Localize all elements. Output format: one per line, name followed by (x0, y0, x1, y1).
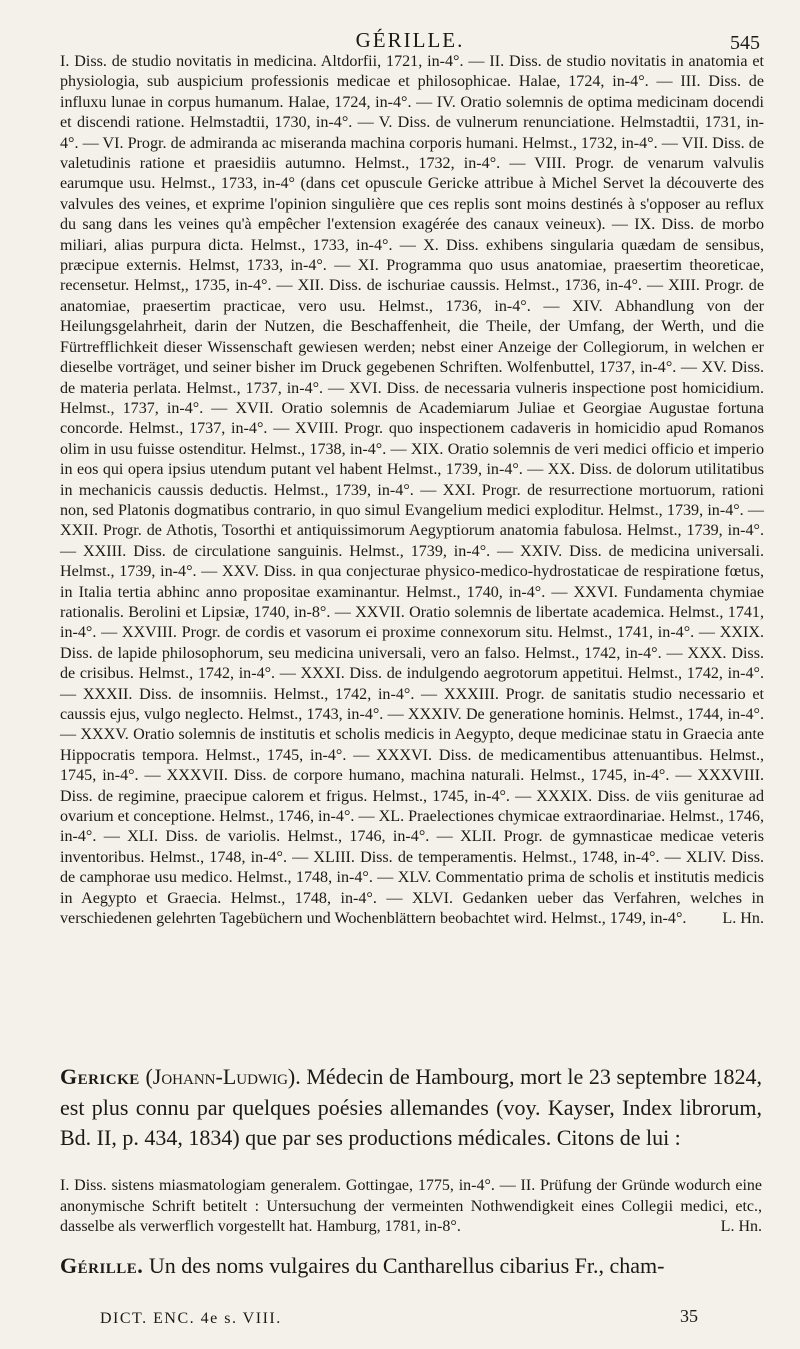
bibliography-text (60, 52, 764, 929)
page-header (60, 22, 760, 52)
entry-forename: (Johann-Ludwig). (145, 1064, 301, 1089)
bibliography-block (60, 52, 764, 929)
page-footer (100, 1306, 760, 1330)
entry-headword-gerille: Gérille. (60, 1253, 144, 1278)
entry-gerille-text: Un des noms vulgaires du Cantharellus cibarius Fr., cham- (148, 1253, 665, 1278)
bibliography-body: I. Diss. de studio novitatis in medicina. Altdorfii, 1721, in-4°. — II. Diss. de studio novitatis in anatomia et physiologia, sub auspicium professionis medicae et philosophicae. Halae, 1724, in-4°. — III. Diss. de influxu lunae in corpus humanum. Halae, 1724, in-4°. — IV. Oratio solemnis de optima medicinam docendi et discendi ratione. Helmstadtii, 1730, in-4°. — V. Diss. de vulnerum renunciatione. Helmstadtii, 1731, in-4°. — VI. Progr. de admiranda ac miseranda machina corporis humani. Helmst., 1732, in-4°. — VII. Diss. de valetudinis ratione et praesidiis autumno. Helmst., 1732, in-4°. — VIII. Progr. de venarum valvulis earumque usu. Helmst., 1733, in-4° (dans cet opuscule Gericke attribue à Michel Servet la découverte des valvules des veines, et exprime l'opinion singulière que ces replis sont moins destinés à s'opposer au reflux du sang dans les veines qu'à empêcher l'extension exagérée des canaux veineux). — IX. Diss. de morbo miliari, alias purpura dicta. Helmst., 1733, in-4°. — X. Diss. exhibens singularia quædam de sensibus, præcipue externis. Helmst, 1733, in-4°. — XI. Programma quo usus anatomiae, praesertim theoreticae, recensetur. Helmst,, 1735, in-4°. — XII. Diss. de ischuriae caussis. Helmst., 1736, in-4°. — XIII. Progr. de anatomiae, praesertim practicae, vero usu. Helmst., 1736, in-4°. — XIV. Abhandlung von der Heilungsgelahrheit, darin der Nutzen, die Beschaffenheit, die Theile, der Umfang, der Werth, und die Fürtrefflichkeit dieser Wissenschaft gewiesen werden; nebst einer Anzeige der Collegiorum, in welchen er dieselbe vorträget, und seiner bisher im Druck gegebenen Schriften. Wolfenbuttel, 1737, in-4°. — XV. Diss. de materia perlata. Helmst., 1737, in-4°. — XVI. Diss. de necessaria vulneris inspectione post homicidium. Helmst., 1737, in-4°. — XVII. Oratio solemnis de Academiarum Juliae et Georgiae Augustae fortuna concorde. Helmst., 1737, in-4°. — XVIII. Progr. quo inspectionem cadaveris in homicidio apud Romanos olim in usu fuisse ostenditur. Helmst., 1738, in-4°. — XIX. Oratio solemnis de veri medici officio et imperio in eos qui opera ipsius utendum putant vel habent Helmst., 1739, in-4°. — XX. Diss. de dolorum utilitatibus in mechanicis caussis deductis. Helmst., 1739, in-4°. — XXI. Progr. de resurrectione mortuorum, rationi non, sed Platonis dogmatibus contrario, in quo simul Evangelium medici exploditur. Helmst., 1739, in-4°. — XXII. Progr. de Athotis, Tosorthi et antiquissimorum Aegyptiorum anatomia fabulosa. Helmst., 1739, in-4°. — XXIII. Diss. de circulatione sanguinis. Helmst., 1739, in-4°. — XXIV. Diss. de medicina universali. Helmst., 1739, in-4°. — XXV. Diss. in qua conjecturae physico-medico-hydrostaticae de respiratione fœtus, in Italia tertia abhinc anno propositae examinantur. Helmst., 1740, in-4°. — XXVI. Fundamenta chymiae rationalis. Berolini et Lipsiæ, 1740, in-8°. — XXVII. Oratio solemnis de libertate academica. Helmst., 1741, in-4°. — XXVIII. Progr. de cordis et vasorum ei proxime connexorum situ. Helmst., 1741, in-4°. — XXIX. Diss. de lapide philosophorum, seu medicina universali, vero an falso. Helmst., 1742, in-4°. — XXX. Diss. de crisibus. Helmst., 1742, in-4°. — XXXI. Diss. de indulgendo aegrotorum appetitui. Helmst., 1742, in-4°. — XXXII. Diss. de insomniis. Helmst., 1742, in-4°. — XXXIII. Progr. de sanitatis studio necessario et caussis ejus, vulgo neglecto. Helmst., 1743, in-4°. — XXXIV. De generatione hominis. Helmst., 1744, in-4°. — XXXV. Oratio solemnis de institutis et scholis medicis in Aegypto, deque medicinae statu in Graecia ante Hippocratis tempora. Helmst., 1745, in-4°. — XXXVI. Diss. de medicamentibus attenuantibus. Helmst., 1745, in-4°. — XXXVII. Diss. de corpore humano, machina naturali. Helmst., 1745, in-4°. — XXXVIII. Diss. de regimine, praecipue calorem et frigus. Helmst., 1745, in-4°. — XXXIX. Diss. de viis geniturae ad ovarium et conceptione. Helmst., 1746, in-4°. — XL. Praelectiones chymicae extraordinariae. Helmst., 1746, in-4°. — XLI. Diss. de variolis. Helmst., 1746, in-4°. — XLII. Progr. de gymnasticae medicae veteris inventoribus. Helmst., 1748, in-4°. — XLIII. Diss. de temperamentis. Helmst., 1748, in-4°. — XLIV. Diss. de camphorae usu medico. Helmst., 1748, in-4°. — XLV. Commentatio prima de scholis et institutis medicis in Aegypto et Graecia. Helmst., 1748, in-4°. — XLVI. Gedanken ueber das Verfahren, welches in verschiedenen gelehrten Tagebüchern und Wochenblättern beobachtet wird. Helmst., 1749, in-4°. (60, 53, 764, 928)
entry-headword: Gericke (60, 1064, 140, 1089)
bibliography-gericke-text: I. Diss. sistens miasmatologiam generalem. Gottingae, 1775, in-4°. — II. Prüfung der Gründe wodurch eine anonymische Schrift betitelt : Untersuchung der vermeinten Nothwendigkeit eines Collegii medici, etc., dasselbe als verwerflich vorgestellt hat. Hamburg, 1781, in-8°. (60, 1177, 762, 1235)
entry-gericke (60, 1062, 762, 1154)
bibliography-gericke (60, 1176, 762, 1238)
footer-sheet-number: 35 (680, 1306, 698, 1326)
running-title: GÉRILLE. (355, 28, 465, 52)
bibliography-signature: L. Hn. (722, 910, 764, 928)
footer-signature-line: DICT. ENC. 4e s. VIII. (100, 1310, 282, 1327)
bibliography-gericke-signature: L. Hn. (720, 1218, 762, 1235)
entry-text: Médecin de Hambourg, mort le 23 septembre 1824, est plus connu par quelques poésies allemandes (voy. Kayser, Index librorum, Bd. II, p. 434, 1834) que par ses productions médicales. Citons de lui : (60, 1064, 763, 1150)
entry-gerille (60, 1251, 762, 1282)
page-number: 545 (730, 32, 760, 54)
